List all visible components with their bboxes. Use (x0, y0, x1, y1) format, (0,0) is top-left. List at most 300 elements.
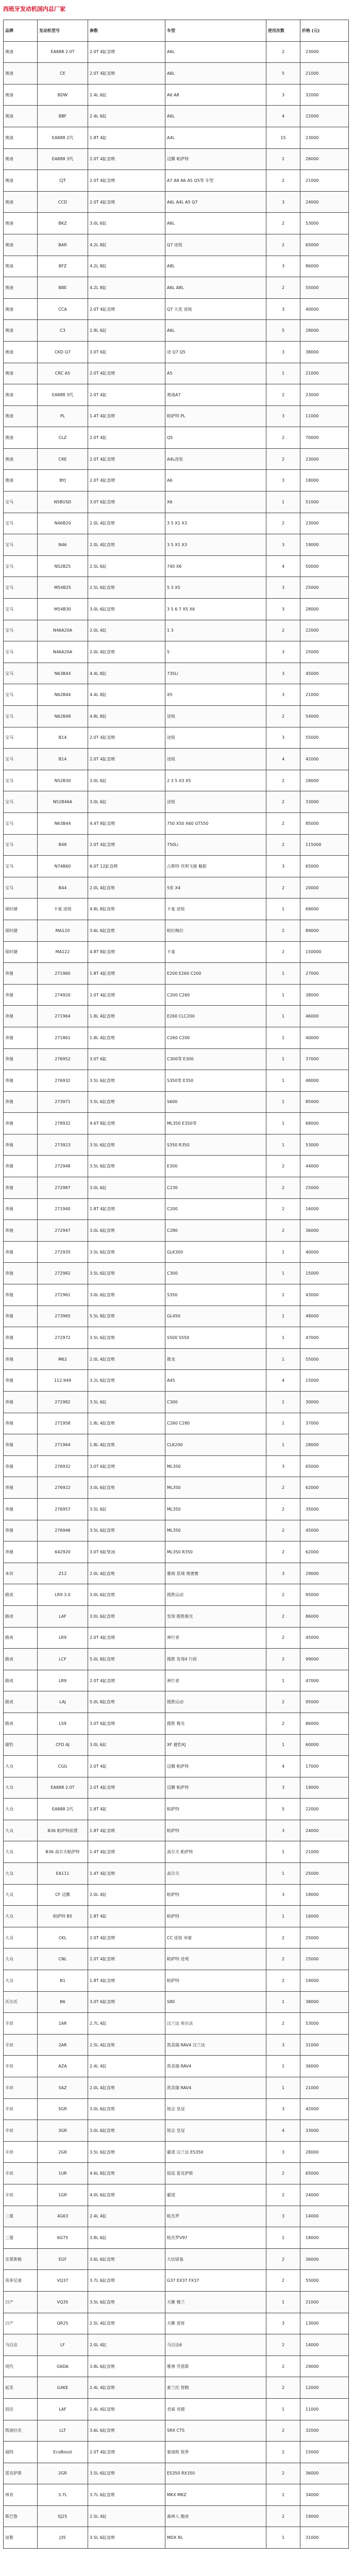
cell-vehicle-model: 高尔夫 帕萨特 (165, 1841, 266, 1863)
cell-vehicle-model: 迈腾 帕萨特 (165, 148, 266, 170)
table-row (4, 812, 349, 834)
table-row (4, 2141, 349, 2163)
table-row (4, 1691, 349, 1713)
cell-price: 25000 (300, 641, 349, 663)
cell-vehicle-model: 帕萨特 PL (165, 405, 266, 427)
cell-engine-model: B48 (38, 834, 88, 856)
cell-engine-model: MA120 (38, 920, 88, 941)
cell-brand: 奔驰 (4, 1134, 38, 1156)
cell-brand: 奔驰 (4, 1541, 38, 1563)
table-row (4, 599, 349, 620)
cell-engine-model: LF (38, 2334, 88, 2356)
cell-engine-model: 2GR (38, 2463, 88, 2484)
cell-price: 22000 (300, 620, 349, 641)
cell-price: 40000 (300, 1027, 349, 1048)
table-row (4, 749, 349, 770)
cell-price: 60000 (300, 1734, 349, 1756)
cell-brand: 奥迪 (4, 277, 38, 299)
table-row (4, 2077, 349, 2099)
cell-specs: 2.0T 4缸直喷 (88, 834, 165, 856)
cell-specs: 1.4T 4缸直喷 (88, 1863, 165, 1885)
cell-vehicle-model: 雅尊 劳恩斯 (165, 2355, 266, 2377)
cell-vehicle-model: ES350 RX350 (165, 2463, 266, 2484)
cell-price: 55000 (300, 277, 349, 299)
cell-use-count: 2 (266, 1627, 300, 1649)
cell-use-count: 5 (266, 320, 300, 342)
cell-engine-model: BKZ (38, 213, 88, 234)
table-row (4, 2313, 349, 2334)
table-row (4, 1284, 349, 1306)
table-row (4, 1627, 349, 1649)
cell-vehicle-model: 帕萨特 (165, 1906, 266, 1927)
cell-specs: 1.8L 4缸直喷 (88, 1434, 165, 1456)
cell-price: 29000 (300, 1563, 349, 1584)
cell-brand: 宝马 (4, 834, 38, 856)
cell-specs: 3.0L 6缸直喷 (88, 1584, 165, 1606)
cell-specs: 3.0T 6缸柴油 (88, 1541, 165, 1563)
cell-vehicle-model: 735Li (165, 663, 266, 684)
cell-price: 28000 (300, 1434, 349, 1456)
cell-specs: 2.0T 4缸直喷 (88, 148, 165, 170)
cell-vehicle-model: A5 (165, 363, 266, 384)
cell-engine-model: EA888 2代 (38, 127, 88, 148)
cell-vehicle-model: 3 5 X1 X3 (165, 513, 266, 534)
cell-price: 28000 (300, 320, 349, 342)
cell-vehicle-model: XF 捷豹XJ (165, 1734, 266, 1756)
cell-use-count: 2 (266, 706, 300, 727)
cell-price: 21000 (300, 170, 349, 192)
cell-vehicle-model: CLK200 (165, 1434, 266, 1456)
cell-engine-model: 272982 (38, 1392, 88, 1413)
cell-brand: 斯巴鲁 (4, 2505, 38, 2527)
cell-engine-model: CE (38, 63, 88, 84)
cell-specs: 1.8T 4缸 (88, 1799, 165, 1820)
table-row (4, 920, 349, 941)
cell-use-count: 2 (266, 1713, 300, 1734)
table-row (4, 706, 349, 727)
cell-use-count: 2 (266, 770, 300, 791)
table-row (4, 492, 349, 513)
cell-vehicle-model: ML350 R350 (165, 1541, 266, 1563)
cell-specs: 2.0T 4缸直喷 (88, 170, 165, 192)
table-row (4, 2098, 349, 2120)
cell-vehicle-model: E260 CLC200 (165, 1006, 266, 1027)
cell-price: 95000 (300, 1584, 349, 1606)
cell-engine-model: N74B60 (38, 856, 88, 877)
cell-vehicle-model: 锐志 皇冠 (165, 2098, 266, 2120)
cell-engine-model: LR9 (38, 1670, 88, 1691)
cell-brand: 路虎 (4, 1649, 38, 1670)
cell-specs: 3.0L 6缸直喷 (88, 2098, 165, 2120)
cell-use-count: 1 (266, 1670, 300, 1691)
cell-brand: 大众 (4, 1841, 38, 1863)
cell-brand: 宝马 (4, 706, 38, 727)
cell-vehicle-model: ML350 (165, 1477, 266, 1499)
cell-price: 18000 (300, 2227, 349, 2249)
cell-vehicle-model: C260 C200 (165, 1027, 266, 1048)
cell-specs: 2.0T 4缸直喷 (88, 63, 165, 84)
cell-specs: 2.5L 4缸直喷 (88, 2313, 165, 2334)
cell-use-count: 2 (266, 2505, 300, 2527)
cell-specs: 2.0T 4缸 (88, 427, 165, 449)
cell-engine-model: EGF (38, 2248, 88, 2270)
cell-price: 11000 (300, 2398, 349, 2420)
cell-use-count: 1 (266, 2527, 300, 2549)
cell-brand: 宝马 (4, 599, 38, 620)
cell-specs: 6.0T 12缸直喷 (88, 856, 165, 877)
cell-vehicle-model: A6L (165, 63, 266, 84)
cell-vehicle-model: 神行者 (165, 1670, 266, 1691)
cell-price: 36000 (300, 2248, 349, 2270)
table-row (4, 641, 349, 663)
cell-engine-model: 274920 (38, 984, 88, 1006)
table-row (4, 555, 349, 577)
cell-specs: 3.0L 6缸 (88, 1734, 165, 1756)
cell-vehicle-model: 索兰托 智跑 (165, 2377, 266, 2399)
cell-vehicle-model: 霸道 汉兰达 ES350 (165, 2141, 266, 2163)
cell-specs: 3.5L 6缸直喷 (88, 2291, 165, 2313)
cell-vehicle-model: 锐志 皇冠 (165, 2120, 266, 2142)
cell-engine-model: 5AZ (38, 2077, 88, 2099)
cell-brand: 奔驰 (4, 1263, 38, 1284)
cell-use-count: 1 (266, 2077, 300, 2099)
cell-vehicle-model: ML350 (165, 1520, 266, 1541)
cell-vehicle-model: C300 (165, 1263, 266, 1284)
cell-vehicle-model: A6L (165, 213, 266, 234)
cell-use-count: 1 (266, 1327, 300, 1349)
cell-specs: 4.8L 8缸直喷 (88, 899, 165, 920)
cell-price: 50000 (300, 555, 349, 577)
cell-brand: 大众 (4, 1756, 38, 1777)
cell-brand: 奔驰 (4, 1477, 38, 1499)
cell-price: 53000 (300, 213, 349, 234)
cell-brand: 奥迪 (4, 427, 38, 449)
table-row (4, 1113, 349, 1134)
cell-price: 18000 (300, 1884, 349, 1906)
cell-brand: 保时捷 (4, 941, 38, 963)
cell-brand: 奥迪 (4, 213, 38, 234)
cell-vehicle-model: A6 (165, 470, 266, 492)
cell-price: 25000 (300, 1927, 349, 1948)
cell-vehicle-model: ML350 E350等 (165, 1113, 266, 1134)
table-row (4, 1563, 349, 1584)
cell-price: 150000 (300, 941, 349, 963)
table-row (4, 1734, 349, 1756)
cell-price: 23000 (300, 127, 349, 148)
header-use-count: 使用次数 (266, 20, 300, 42)
cell-engine-model: 271960 (38, 963, 88, 985)
cell-use-count: 3 (266, 684, 300, 706)
table-row (4, 534, 349, 556)
cell-vehicle-model: 5 3 X5 (165, 577, 266, 599)
cell-specs: 2.4L 4缸直喷 (88, 2377, 165, 2399)
cell-specs: 2.4L 4缸直喷 (88, 2398, 165, 2420)
cell-brand: 奔驰 (4, 1091, 38, 1113)
cell-engine-model: N63B44 (38, 663, 88, 684)
cell-specs: 3.5L 6缸直喷 (88, 2527, 165, 2549)
cell-engine-model: VQ35 (38, 2291, 88, 2313)
cell-use-count: 1 (266, 363, 300, 384)
cell-brand: 马自达 (4, 2334, 38, 2356)
cell-price: 30000 (300, 1392, 349, 1413)
table-row (4, 2120, 349, 2142)
cell-use-count: 1 (266, 1027, 300, 1048)
table-row (4, 2163, 349, 2184)
table-row (4, 1756, 349, 1777)
cell-specs: 2.0T 4缸直喷 (88, 298, 165, 320)
cell-price: 65000 (300, 856, 349, 877)
cell-price: 15000 (300, 1370, 349, 1392)
table-row (4, 1991, 349, 2013)
cell-engine-model: N46B20 (38, 513, 88, 534)
cell-use-count: 2 (266, 812, 300, 834)
cell-specs: 3.0L 6缸直喷 (88, 1477, 165, 1499)
cell-vehicle-model: 马自达6 (165, 2334, 266, 2356)
table-row (4, 1006, 349, 1027)
cell-brand: 奔驰 (4, 1306, 38, 1327)
table-row (4, 84, 349, 106)
cell-specs: 2.0T 4缸直喷 (88, 191, 165, 213)
cell-vehicle-model: A45 (165, 1370, 266, 1392)
cell-vehicle-model: 途锐 (165, 749, 266, 770)
cell-brand: 奔驰 (4, 1327, 38, 1349)
cell-price: 40000 (300, 1241, 349, 1263)
cell-vehicle-model: 天籁 逍客 (165, 2313, 266, 2334)
cell-use-count: 1 (266, 1734, 300, 1756)
cell-brand: 路虎 (4, 1713, 38, 1734)
cell-vehicle-model: A6 A8 (165, 84, 266, 106)
cell-engine-model: 276932 (38, 1070, 88, 1092)
cell-use-count: 4 (266, 1370, 300, 1392)
table-row (4, 213, 349, 234)
cell-price: 35000 (300, 1498, 349, 1520)
cell-specs: 4.4L 8缸 (88, 684, 165, 706)
cell-specs: 1.8T 4缸直喷 (88, 1970, 165, 1992)
table-row (4, 2206, 349, 2227)
cell-engine-model: BYJ (38, 470, 88, 492)
cell-price: 28000 (300, 2141, 349, 2163)
table-row (4, 2270, 349, 2292)
cell-use-count: 3 (266, 1455, 300, 1477)
cell-brand: 宝马 (4, 620, 38, 641)
cell-use-count: 3 (266, 577, 300, 599)
cell-brand: 奔驰 (4, 963, 38, 985)
table-row (4, 1048, 349, 1070)
cell-brand: 大众 (4, 1970, 38, 1992)
cell-use-count: 2 (266, 1177, 300, 1199)
cell-use-count: 1 (266, 1991, 300, 2013)
cell-brand: 奔驰 (4, 1370, 38, 1392)
cell-use-count: 1 (266, 1306, 300, 1327)
cell-brand: 奥迪 (4, 298, 38, 320)
table-row (4, 1863, 349, 1885)
cell-specs: 3.7L 6缸直喷 (88, 2270, 165, 2292)
cell-price: 31000 (300, 2527, 349, 2549)
table-row (4, 856, 349, 877)
cell-use-count: 2 (266, 1156, 300, 1177)
cell-price: 99000 (300, 1649, 349, 1670)
cell-vehicle-model: 帕萨特 途观 (165, 1948, 266, 1970)
cell-engine-model: 272948 (38, 1156, 88, 1177)
cell-engine-model: LR9 (38, 1627, 88, 1649)
cell-brand: 本田 (4, 1563, 38, 1584)
cell-price: 42000 (300, 749, 349, 770)
cell-specs: 3.2L 6缸直喷 (88, 1370, 165, 1392)
table-row (4, 384, 349, 406)
cell-brand: 丰田 (4, 2120, 38, 2142)
cell-vehicle-model: C300 (165, 1392, 266, 1413)
cell-use-count: 1 (266, 1241, 300, 1263)
cell-use-count: 1 (266, 1048, 300, 1070)
cell-vehicle-model: 奥迪A7 (165, 384, 266, 406)
cell-brand: 奔驰 (4, 1348, 38, 1370)
cell-price: 37000 (300, 1413, 349, 1434)
table-row (4, 320, 349, 342)
table-row (4, 1841, 349, 1863)
cell-price: 86000 (300, 1713, 349, 1734)
cell-specs: 2.5L 6缸直喷 (88, 577, 165, 599)
cell-use-count: 3 (266, 298, 300, 320)
cell-vehicle-model: MDX RL (165, 2527, 266, 2549)
cell-use-count: 1 (266, 2484, 300, 2506)
cell-use-count: 15 (266, 127, 300, 148)
cell-engine-model: BBF (38, 106, 88, 127)
cell-vehicle-model: GL450 (165, 1306, 266, 1327)
table-row (4, 2013, 349, 2035)
cell-use-count: 2 (266, 920, 300, 941)
cell-engine-model: CRC A5 (38, 363, 88, 384)
cell-brand: 丰田 (4, 2013, 38, 2035)
cell-vehicle-model: 帕杰罗V97 (165, 2227, 266, 2249)
cell-use-count: 2 (266, 791, 300, 813)
cell-engine-model: CJT (38, 170, 88, 192)
cell-brand: 路虎 (4, 1584, 38, 1606)
cell-use-count: 3 (266, 1563, 300, 1584)
cell-specs: 2.0L 4缸 (88, 620, 165, 641)
cell-engine-model: 112.949 (38, 1370, 88, 1392)
cell-vehicle-model: C280 (165, 1220, 266, 1242)
cell-brand: 路虎 (4, 1605, 38, 1627)
cell-brand: 路虎 (4, 1670, 38, 1691)
cell-brand: 奔驰 (4, 1177, 38, 1199)
cell-brand: 宝马 (4, 812, 38, 834)
cell-specs: 2.0T 4缸直喷 (88, 727, 165, 749)
cell-vehicle-model: 神行者 (165, 1627, 266, 1649)
cell-vehicle-model: S80 (165, 1991, 266, 2013)
cell-price: 68000 (300, 1113, 349, 1134)
table-row (4, 2034, 349, 2056)
cell-price: 19000 (300, 1970, 349, 1992)
table-row (4, 1177, 349, 1199)
cell-specs: 3.8L 6缸直喷 (88, 2355, 165, 2377)
table-body (4, 41, 349, 2548)
cell-specs: 2.0T 4缸直喷 (88, 448, 165, 470)
cell-vehicle-model: 帕萨特 (165, 1820, 266, 1841)
cell-price: 19000 (300, 2505, 349, 2527)
table-row (4, 1927, 349, 1948)
cell-specs: 1.8T 4缸直喷 (88, 1820, 165, 1841)
table-row (4, 620, 349, 641)
cell-price: 15000 (300, 2442, 349, 2463)
cell-use-count: 2 (266, 41, 300, 63)
cell-vehicle-model: 750 X50 X60 GT550 (165, 812, 266, 834)
cell-vehicle-model: 陆巡 雷克萨斯 (165, 2163, 266, 2184)
cell-engine-model: B14 (38, 727, 88, 749)
cell-price: 47000 (300, 1327, 349, 1349)
table-row (4, 1520, 349, 1541)
cell-specs: 1.4T 4缸直喷 (88, 405, 165, 427)
table-row (4, 298, 349, 320)
cell-engine-model: 272961 (38, 1284, 88, 1306)
cell-brand: 路虎 (4, 1691, 38, 1713)
cell-specs: 4.8L 8缸 (88, 706, 165, 727)
cell-specs: 2.0T 4缸直喷 (88, 1627, 165, 1649)
cell-brand: 克莱斯勒 (4, 2248, 38, 2270)
table-row (4, 1156, 349, 1177)
cell-price: 29000 (300, 2355, 349, 2377)
cell-use-count: 3 (266, 84, 300, 106)
cell-use-count: 2 (266, 1948, 300, 1970)
table-row (4, 1541, 349, 1563)
cell-engine-model: 3.7L (38, 2484, 88, 2506)
cell-price: 24000 (300, 2184, 349, 2206)
cell-price: 53000 (300, 1134, 349, 1156)
cell-price: 21000 (300, 63, 349, 84)
cell-price: 36000 (300, 1220, 349, 1242)
cell-use-count: 1 (266, 2398, 300, 2420)
cell-brand: 现代 (4, 2355, 38, 2377)
cell-engine-model: LLT (38, 2420, 88, 2442)
cell-engine-model: AZA (38, 2056, 88, 2077)
cell-vehicle-model: X5 (165, 684, 266, 706)
cell-specs: 3.0L 6缸 (88, 791, 165, 813)
table-row (4, 1027, 349, 1048)
header-engine-model: 发动机型号 (38, 20, 88, 42)
cell-use-count: 2 (266, 427, 300, 449)
cell-use-count: 5 (266, 1799, 300, 1820)
table-row (4, 1820, 349, 1841)
cell-price: 20000 (300, 877, 349, 899)
cell-brand: 林肯 (4, 2484, 38, 2506)
cell-specs: 4.6L 8缸直喷 (88, 2163, 165, 2184)
cell-specs: 2.0L 4缸 (88, 1884, 165, 1906)
cell-vehicle-model: S500 S550 (165, 1327, 266, 1349)
cell-brand: 奥迪 (4, 256, 38, 277)
cell-price: 19000 (300, 1777, 349, 1799)
table-row (4, 1263, 349, 1284)
cell-specs: 4.8T 8缸直喷 (88, 941, 165, 963)
cell-engine-model: LR9 3.0 (38, 1584, 88, 1606)
cell-vehicle-model: 途锐 (165, 727, 266, 749)
cell-vehicle-model: CC 途锐 帝豪 (165, 1927, 266, 1948)
cell-brand: 奔驰 (4, 1220, 38, 1242)
cell-vehicle-model: 1 3 (165, 620, 266, 641)
cell-use-count: 1 (266, 899, 300, 920)
cell-vehicle-model: 霸道 (165, 2184, 266, 2206)
cell-specs: 2.0L 4缸直喷 (88, 513, 165, 534)
cell-brand: 丰田 (4, 2141, 38, 2163)
cell-price: 21000 (300, 1841, 349, 1863)
cell-brand: 奔驰 (4, 1392, 38, 1413)
cell-use-count: 2 (266, 2442, 300, 2463)
cell-engine-model: CRE (38, 448, 88, 470)
cell-price: 25000 (300, 1863, 349, 1885)
table-row (4, 1198, 349, 1220)
cell-engine-model: G4KE (38, 2377, 88, 2399)
cell-engine-model: EA888 2.0T (38, 41, 88, 63)
cell-use-count: 1 (266, 1348, 300, 1370)
cell-brand: 奔驰 (4, 1498, 38, 1520)
